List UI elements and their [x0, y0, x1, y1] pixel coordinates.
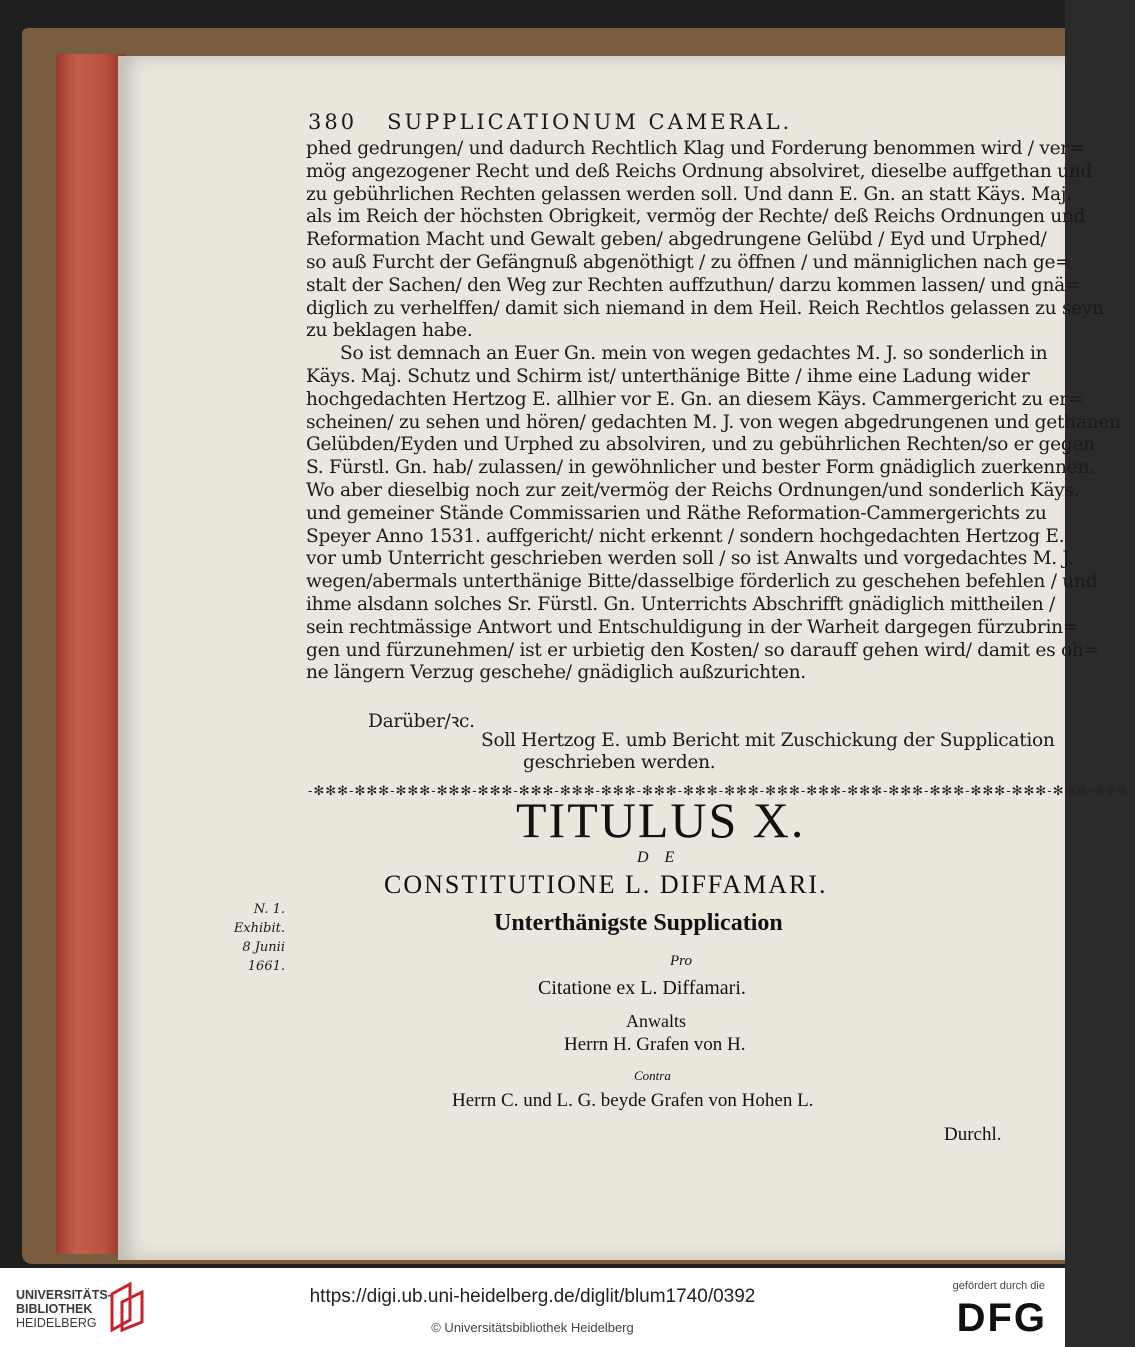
library-line: BIBLIOTHEK	[16, 1302, 93, 1316]
herrn-h-label: Herrn H. Grafen von H.	[564, 1034, 746, 1055]
body-line: so auß Furcht der Gefängnuß abgenöthigt / zu öffnen / und männiglichen nach ge=	[306, 252, 1071, 273]
body-line: Gelübden/Eyden und Urphed zu absolviren, und zu gebührlichen Rechten/so er gegen	[306, 434, 1095, 456]
de-heading: D E	[637, 849, 681, 866]
decree-line-1: Soll Hertzog E. umb Bericht mit Zuschickung der Supplication	[481, 730, 1055, 751]
body-line: ne längern Verzug geschehe/ gnädiglich außzurichten.	[306, 662, 806, 684]
body-line: ihme alsdann solches Sr. Fürstl. Gn. Unterrichts Abschrifft gnädiglich mittheilen /	[306, 594, 1055, 615]
margin-note-line: N. 1.	[253, 902, 285, 917]
body-line: wegen/abermals unterthänige Bitte/dasselbige förderlich zu geschehen befehlen / und	[306, 571, 1098, 593]
body-line: sein rechtmässige Antwort und Entschuldigung in der Warheit dargegen fürzubrin=	[306, 616, 1079, 638]
citatione-label: Citatione ex L. Diffamari.	[538, 977, 746, 999]
running-head: SUPPLICATIONUM CAMERAL.	[387, 110, 793, 134]
funding-note: gefördert durch die	[952, 1280, 1045, 1292]
page-edge	[56, 54, 126, 1254]
book-page	[118, 56, 1135, 1260]
body-line: scheinen/ zu sehen und hören/ gedachten M. J. von wegen abgedrungenen und gethanen	[306, 411, 1121, 433]
ornament-divider: -✻✻✻-✻✻✻-✻✻✻-✻✻✻-✻✻✻-✻✻✻-✻✻✻-✻✻✻-✻✻✻-✻✻✻-✻✻✻-✻✻✻-✻✻✻-✻✻✻-✻✻✻-✻✻✻-✻✻✻-✻✻✻-✻✻✻-✻✻✻-	[308, 784, 1135, 799]
body-line: vor umb Unterricht geschrieben werden soll / so ist Anwalts und vorgedachtes M. J.	[306, 548, 1074, 570]
body-line: diglich zu verhelffen/ damit sich niemand in dem Heil. Reich Rechtlos gelassen zu seyn	[306, 297, 1104, 319]
body-line: So ist demnach an Euer Gn. mein von wegen gedachtes M. J. so sonderlich in	[340, 343, 1048, 365]
constitutione-heading: CONSTITUTIONE L. DIFFAMARI.	[384, 870, 828, 899]
body-line: phed gedrungen/ und dadurch Rechtlich Klag und Forderung benommen wird / ver=	[306, 138, 1085, 159]
margin-note-line: 8 Junii	[242, 940, 285, 955]
permalink-url[interactable]: https://digi.ub.uni-heidelberg.de/diglit/blum1740/0392	[309, 1286, 756, 1307]
titulus-heading: TITULUS X.	[516, 792, 806, 848]
anwalts-label: Anwalts	[626, 1011, 686, 1031]
margin-note-line: 1661.	[247, 959, 285, 974]
herrn-c-label: Herrn C. und L. G. beyde Grafen von Hohen L.	[452, 1090, 814, 1111]
body-line: zu gebührlichen Rechten gelassen werden soll. Und dann E. Gn. an statt Käys. Maj.	[306, 183, 1072, 205]
body-line: Käys. Maj. Schutz und Schirm ist/ unterthänige Bitte / ihme eine Ladung wider	[306, 366, 1030, 387]
body-line: Speyer Anno 1531. auffgericht/ nicht erkennt / sondern hochgedachten Hertzog E.	[306, 525, 1065, 547]
body-line: als im Reich der höchsten Obrigkeit, vermög der Rechte/ deß Reichs Ordnungen und	[306, 206, 1086, 228]
body-line: S. Fürstl. Gn. hab/ zulassen/ in gewöhnlicher und bester Form gnädiglich zuerkennen.	[306, 457, 1095, 479]
page-number: 380	[308, 110, 358, 134]
body-line: Reformation Macht und Gewalt geben/ abgedrungene Gelübd / Eyd und Urphed/	[306, 229, 1047, 251]
unterthanigste-heading: Unterthänigste Supplication	[494, 910, 783, 936]
daruber-line: Darüber/ꝛc.	[368, 711, 475, 732]
running-header	[308, 110, 792, 134]
viewer-footer	[0, 1268, 1065, 1347]
body-line: zu beklagen habe.	[306, 320, 473, 342]
body-line: gen und fürzunehmen/ ist er urbietig den Kosten/ so darauff gehen wird/ damit es oh=	[306, 639, 1099, 661]
library-line: UNIVERSITÄTS-	[16, 1288, 112, 1302]
contra-label: Contra	[634, 1068, 671, 1083]
body-line: Wo aber dieselbig noch zur zeit/vermög der Reichs Ordnungen/und sonderlich Käys.	[306, 480, 1080, 501]
copyright-note: © Universitätsbibliothek Heidelberg	[431, 1320, 634, 1335]
pro-label: Pro	[670, 953, 692, 969]
catchword: Durchl.	[944, 1124, 1002, 1145]
body-line: hochgedachten Hertzog E. allhier vor E. Gn. an diesem Käys. Cammergericht zu er=	[306, 388, 1084, 410]
body-line: mög angezogener Recht und deß Reichs Ordnung absolviret, dieselbe auffgethan und	[306, 160, 1093, 182]
library-line: HEIDELBERG	[16, 1316, 97, 1330]
decree-line-2: geschrieben werden.	[523, 752, 716, 773]
body-line: stalt der Sachen/ den Weg zur Rechten auffzuthun/ darzu kommen lassen/ und gnä=	[306, 274, 1081, 296]
body-line: und gemeiner Stände Commissarien und Räthe Reformation-Cammergerichts zu	[306, 502, 1047, 524]
margin-note-line: Exhibit.	[233, 921, 285, 936]
margin-note	[225, 900, 285, 976]
dfg-logo: DFG	[956, 1296, 1047, 1340]
